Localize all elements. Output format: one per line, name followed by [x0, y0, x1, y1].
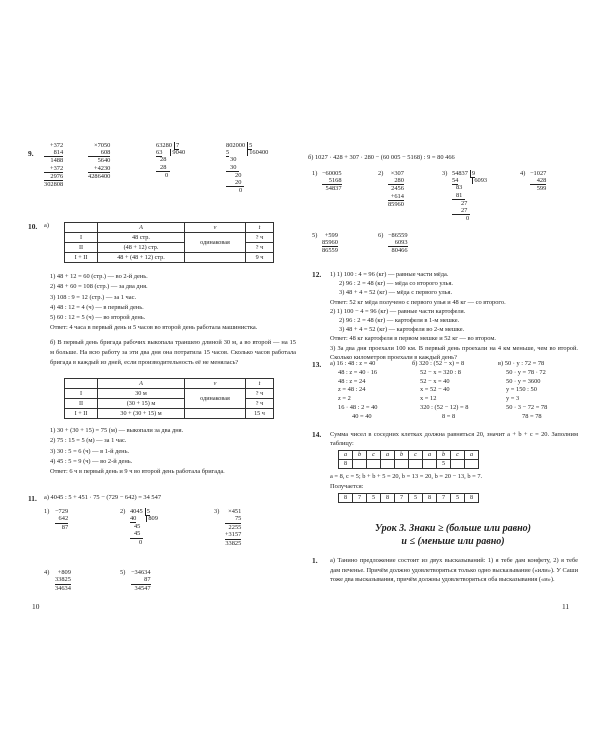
exercise-11-number: 11. [28, 494, 37, 503]
ex12-solution: 1) 1) 100 : 4 = 96 (кг) — равные части мёда. 2) 96 : 2 = 48 (кг) — мёда со второго улья. 3) 48 + 4 = 52 (кг) — мёда с первого улья. Ответ: 52 кг мёда получено с первого улья и 48 кг — со второго. 2) 1) 100 − 4 = 96 (кг) — равные части картофеля. 2) 96 : 2 = 48 (кг) — картофеля в 1-м мешке. 3) 48 + 4 = 52 (кг) — картофеля во 2-м мешке. Ответ: 48 кг картофеля в первом мешке и 52 кг — во втором. 3) За два дня проехали 100 км. В первый день проехали на 4 км меньше, чем во второй. Сколько километров проехали в каждый день? [330, 271, 578, 361]
ex13-equation-a: а) 16 : 48 : z = 40 48 : z = 40 · 16 48 : z = 24 z = 48 : 24 z = 2 16 · 48 : 2 = 40 40 = 40 [330, 360, 378, 420]
b-column-2: 2) ×307 280 2456 +614 85960 [378, 170, 404, 208]
ex11-expression: а) 4045 : 5 + 451 · 75 − (729 − 642) = 34 547 [44, 494, 162, 501]
ex9-column-b: ×7050 608 5640 +4230 4286400 [88, 142, 111, 180]
b-column-5: 5) +599 85960 86559 [312, 232, 338, 255]
ex14-text-2: a = 8, c = 5; b + b + 5 = 20, b = 13 = 20, b = 20 − 13, b = 7. [330, 473, 483, 480]
ex10-solution-b: 1) 30 + (30 + 15) = 75 (м) — выкопали за два дня. 2) 75 : 15 = 5 (м) — за 1 час. 3) 30 : 5 = 6 (ч) — в 1-й день. 4) 45 : 5 = 9 (ч) — во 2-й день. Ответ: 6 ч в первый день и 9 ч во второй день работала бригада. [50, 427, 225, 476]
b-column-6: 6) −86559 6093 80466 [378, 232, 408, 255]
ex14-text-1: Сумма чисел в соседних клетках должна равняться 20, значит a + b + c = 20. Заполним таблицу: [330, 431, 578, 448]
b-division-3: 3) 54837 9 54 6093 83 81 27 27 0 [442, 170, 488, 223]
b-column-1: 1) −60005 5168 54837 [312, 170, 342, 193]
ex10-part-a: а) [44, 222, 49, 229]
exercise-13-number: 13. [312, 360, 322, 369]
exercise-12-number: 12. [312, 270, 322, 279]
ex10-part-b: б) В первый день бригада рабочих выкопала траншею длиной 30 м, а во второй — на 15 м больше. На всю работу за эти два дня она потратила 15 часов. Сколько часов работала бригада в каждый из дней, если производительность её не менялась? [50, 339, 296, 366]
ex11-column-2: 2) 4045 5 40 809 45 45 0 [120, 508, 158, 546]
right-page [308, 132, 578, 624]
ex1-text: а) Танино предложение состоит из двух высказываний: 1) я тебе дам конфету, 2) я тебе дам печенье. Причём должно удовлетворяться только одно высказывание («или»). У Саши тоже два высказывания, причём должны удовлетворяться оба высказывания («и»). [330, 557, 578, 584]
ex13-equation-c: в) 50 · y : 72 = 78 50 · y = 78 · 72 50 · y = 3600 y = 150 : 50 y = 3 50 · 3 − 72 = 78 78 = 78 [498, 360, 548, 420]
ex10-table-1: A v t I 48 стр. одинаковая ? ч II (48 + 12) стр. ? ч I + II 48 + (48 + 12) стр. 9 ч [64, 222, 274, 263]
ex10-solution-a: 1) 48 + 12 = 60 (стр.) — во 2-й день. 2) 48 + 60 = 108 (стр.) — за два дня. 3) 108 : 9 = 12 (стр.) — за 1 час. 4) 48 : 12 = 4 (ч) — в первый день. 5) 60 : 12 = 5 (ч) — во второй день. Ответ: 4 часа в первый день и 5 часов во второй день работала машинистка. [50, 273, 258, 332]
exercise-10-number: 10. [28, 222, 38, 231]
ex9-division-d: 802000 5 5 160400 30 30 20 20 0 [226, 142, 269, 195]
ex11-part-b-expression: б) 1027 · 428 + 307 · 280 − (60 005 − 5168) : 9 = 80 466 [308, 154, 455, 161]
right-page-number: 11 [562, 602, 570, 611]
ex9-column-a: +372 814 1488 +372 2976 302808 [44, 142, 64, 189]
ex10-table-2: A v t I 30 м одинаковая ? ч II (30 + 15) м ? ч I + II 30 + (30 + 15) м 15 ч [64, 378, 274, 419]
ex14-text-3: Получается: [330, 483, 364, 490]
ex11-column-3: 3) ×451 75 2255 +3157 33825 [214, 508, 242, 547]
ex13-equation-b: б) 320 : (52 − x) = 8 52 − x = 320 : 8 52 − x = 40 x = 52 − 40 x = 12 320 : (52 − 12) = 8 8 = 8 [412, 360, 469, 420]
left-page [28, 132, 298, 624]
b-column-4: 4) −1027 428 599 [520, 170, 547, 193]
ex14-grid-1: a b c a b c a b c a 8 5 [338, 450, 479, 469]
lesson-3-heading: Урок 3. Знаки ≥ (больше или равно) и ≤ (меньше или равно) [375, 523, 531, 547]
ex14-grid-2: 8 7 5 8 7 5 8 7 5 8 [338, 493, 479, 503]
exercise-1-number: 1. [312, 556, 318, 565]
ex11-column-4: 4) +809 33825 34634 [44, 569, 71, 592]
ex11-column-5: 5) −34634 87 34547 [120, 569, 151, 592]
exercise-14-number: 14. [312, 430, 322, 439]
ex9-division-c: 63280 7 63 9040 28 28 0 [156, 142, 186, 179]
exercise-9-number: 9. [28, 149, 34, 158]
ex11-column-1: 1) −729 642 87 [44, 508, 69, 531]
left-page-number: 10 [32, 602, 40, 611]
